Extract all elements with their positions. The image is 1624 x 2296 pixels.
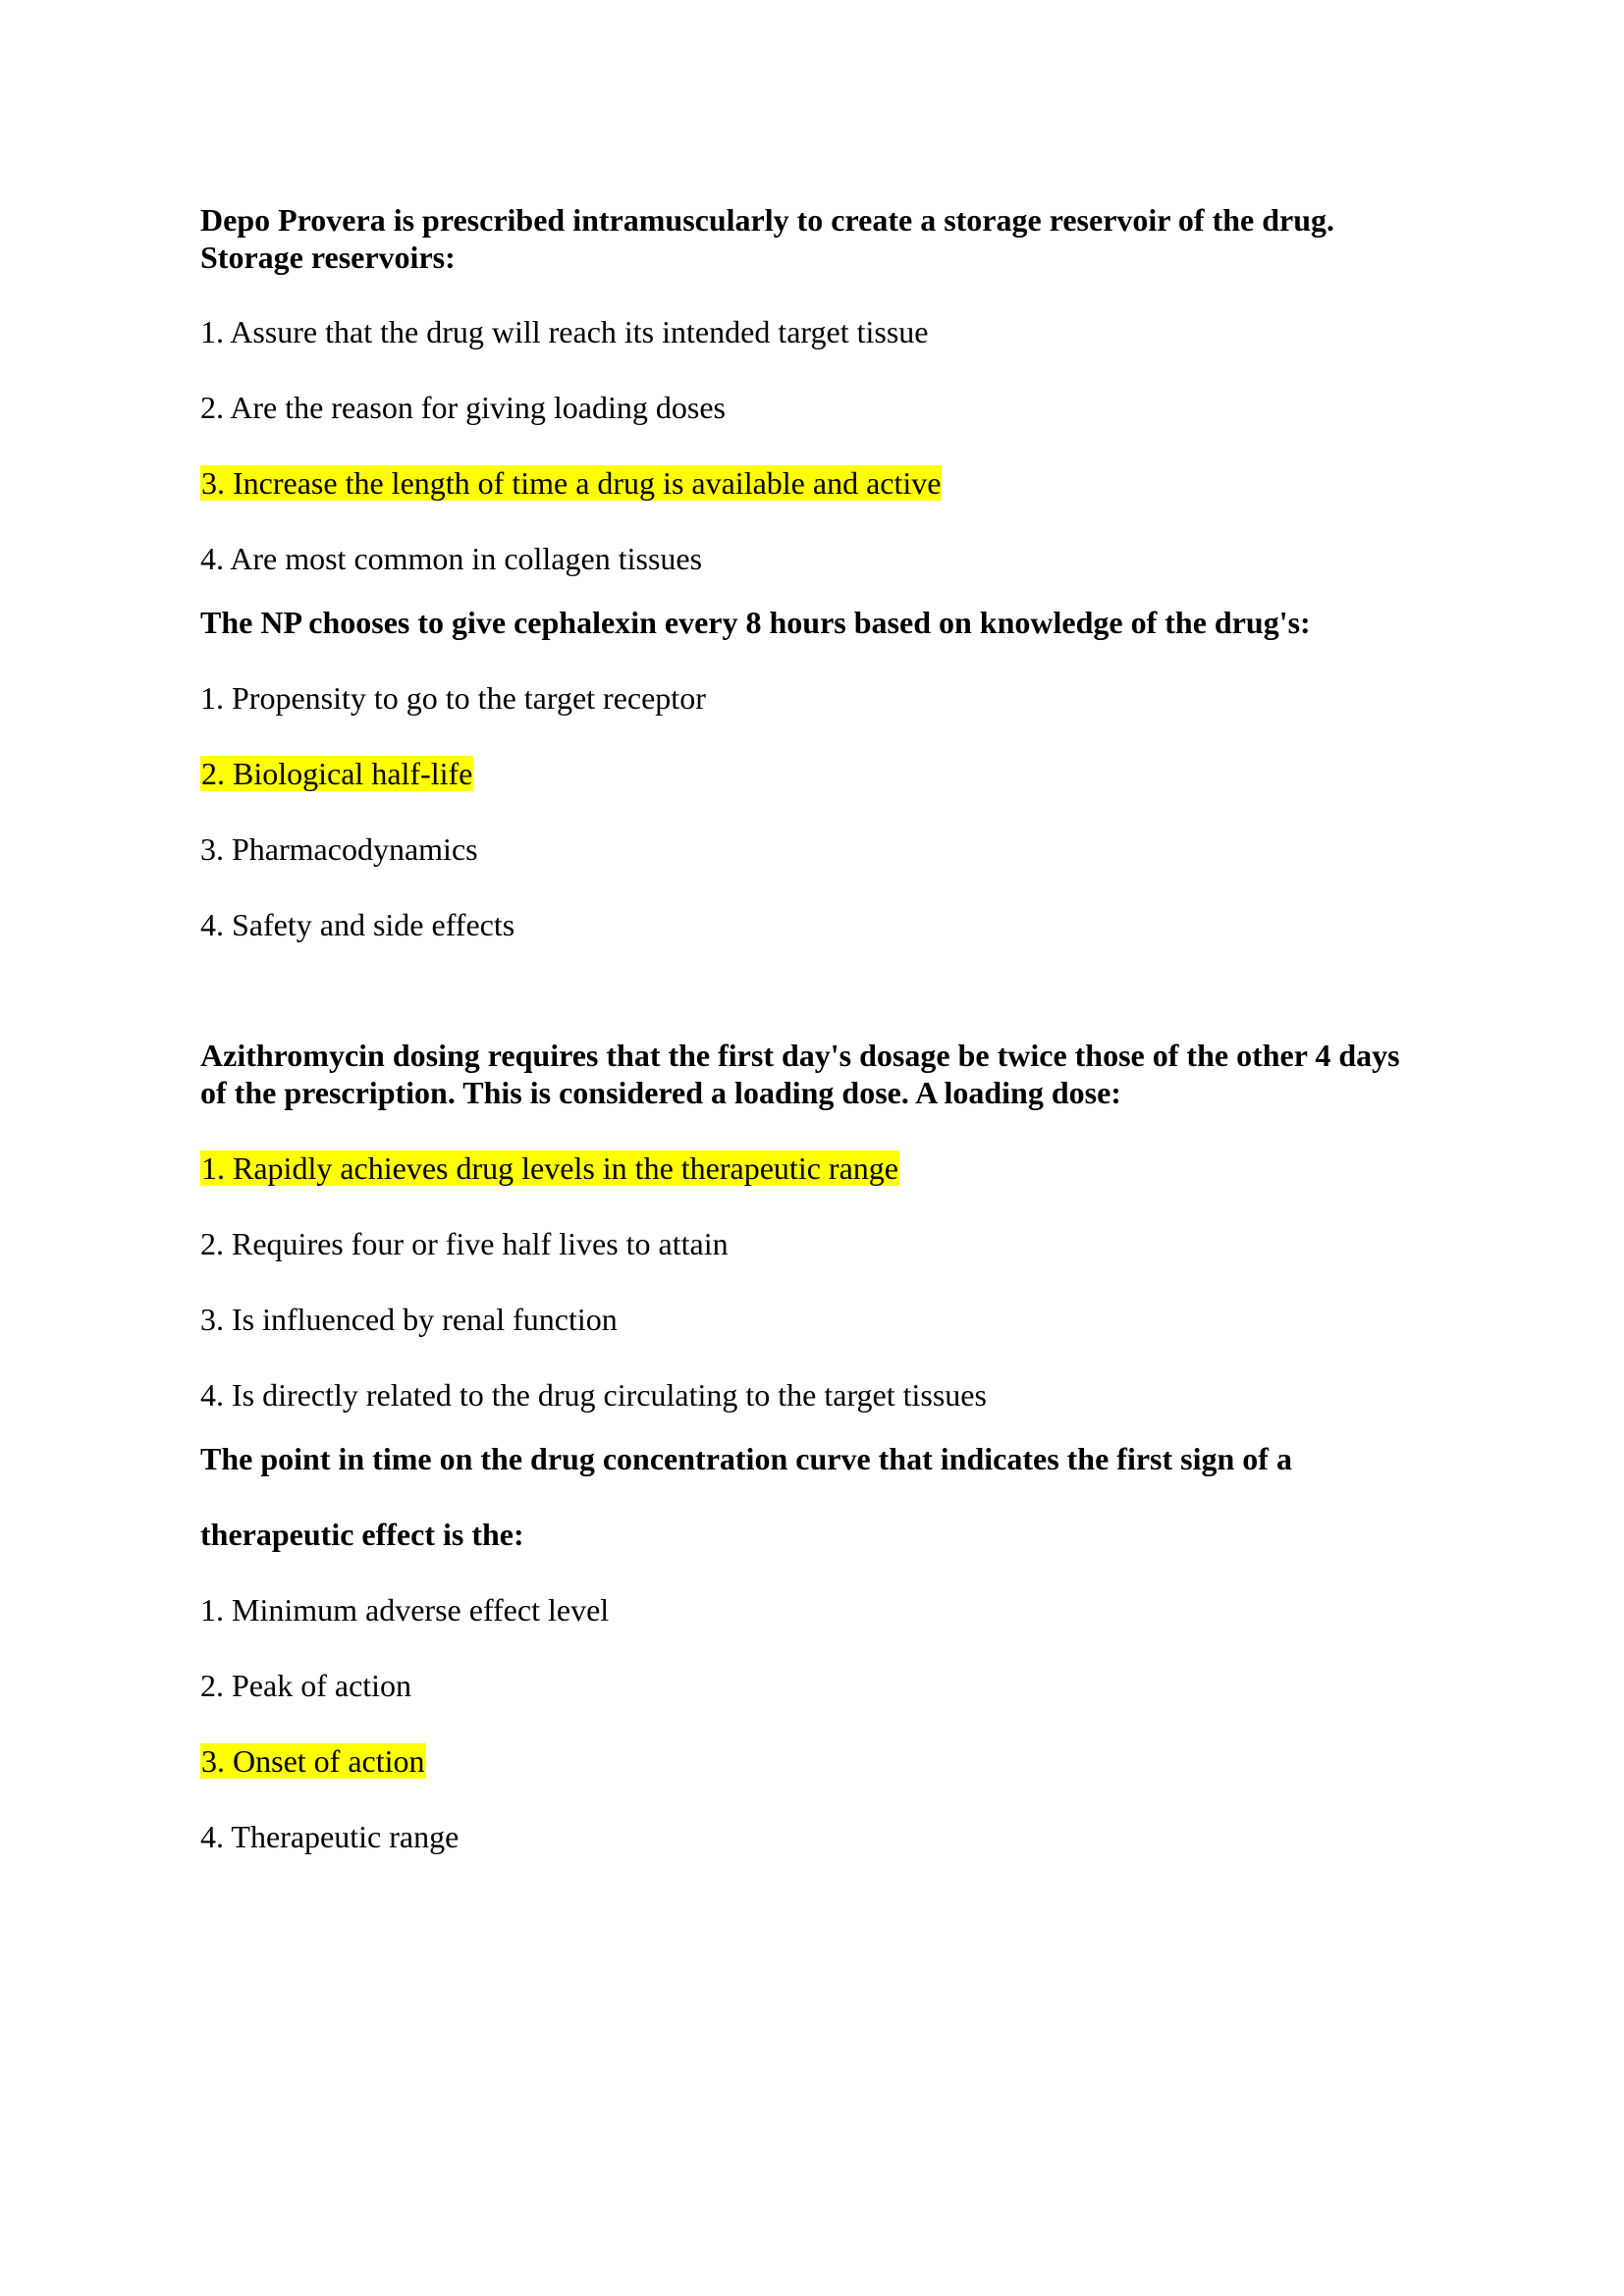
question-4-option-1: 1. Minimum adverse effect level: [200, 1592, 610, 1628]
question-3-option-2: 2. Requires four or five half lives to attain: [200, 1226, 729, 1261]
question-3-prompt-line-2: of the prescription. This is considered a loading dose. A loading dose:: [200, 1075, 1121, 1110]
question-3-prompt-line-1: Azithromycin dosing requires that the first day's dosage be twice those of the other 4 days: [200, 1038, 1400, 1073]
answer-highlight: 3. Increase the length of time a drug is available and active: [201, 465, 942, 501]
question-2-prompt-line-1: The NP chooses to give cephalexin every 8 hours based on knowledge of the drug's:: [200, 605, 1311, 640]
question-1-option-2: 2. Are the reason for giving loading doses: [200, 390, 726, 425]
question-2-option-4: 4. Safety and side effects: [200, 907, 515, 942]
question-2-option-2: [200, 755, 473, 792]
question-1-prompt-line-1: Depo Provera is prescribed intramuscularly to create a storage reservoir of the drug.: [200, 202, 1335, 238]
question-2-option-1: 1. Propensity to go to the target receptor: [200, 680, 706, 716]
answer-highlight: 2. Biological half-life: [201, 756, 473, 791]
question-4-option-3: [200, 1742, 426, 1780]
answer-highlight: 3. Onset of action: [201, 1743, 425, 1779]
question-2-option-3: 3. Pharmacodynamics: [200, 831, 478, 867]
question-1-option-1: 1. Assure that the drug will reach its intended target tissue: [200, 314, 929, 349]
question-4-prompt-line-2: therapeutic effect is the:: [200, 1517, 524, 1552]
question-3-option-4: 4. Is directly related to the drug circulating to the target tissues: [200, 1377, 987, 1413]
question-3-option-1: [200, 1149, 899, 1187]
question-3-option-3: 3. Is influenced by renal function: [200, 1302, 618, 1337]
question-4-prompt-line-1: The point in time on the drug concentration curve that indicates the first sign of a: [200, 1441, 1292, 1476]
question-1-option-4: 4. Are most common in collagen tissues: [200, 541, 703, 576]
question-1-prompt-line-2: Storage reservoirs:: [200, 240, 456, 275]
answer-highlight: 1. Rapidly achieves drug levels in the therapeutic range: [201, 1150, 898, 1186]
question-1-option-3: [200, 464, 942, 502]
question-4-option-4: 4. Therapeutic range: [200, 1819, 460, 1854]
question-4-option-2: 2. Peak of action: [200, 1668, 412, 1703]
